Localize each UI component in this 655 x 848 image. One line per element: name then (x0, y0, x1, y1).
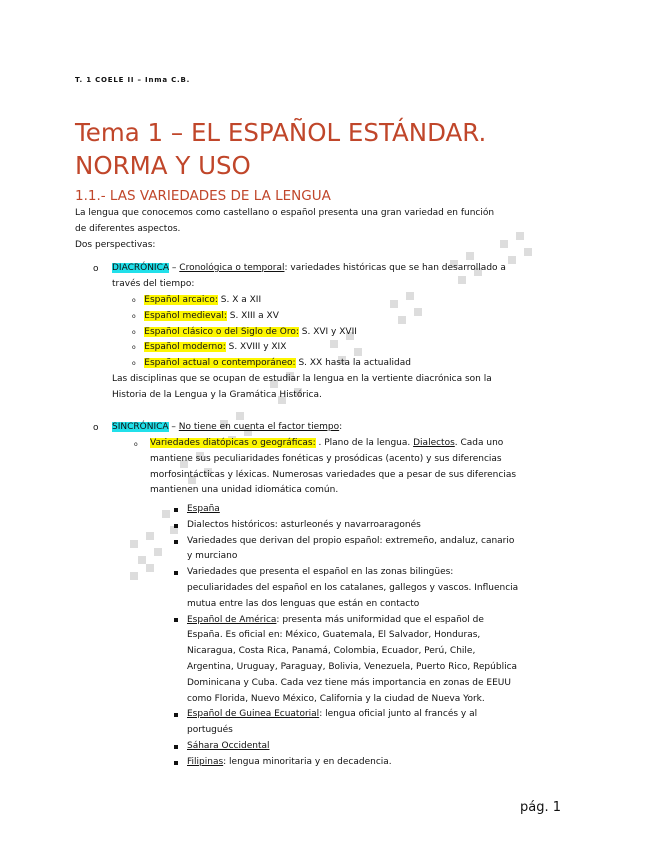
sincronica-list: España Dialectos históricos: asturleonés y navarroaragonés Variedades que derivan del propio español: extremeño, andaluz, canario y murciano Variedades que presenta el español en las zonas bilingües: peculiaridades del español en los catalanes, gallegos y vascos. Influencia mutua entre las dos lenguas que están en contacto Español de América: presenta más uniformidad que el español de España. Es oficial en: México, Guatemala, El Salvador, Honduras, Nicaragua, Costa Rica, Panamá, Colombia, Ecuador, Perú, Chile, Argentina, Uruguay, Paraguay, Bolivia, Venezuela, Puerto Rico, República Dominicana y Cuba. Cada vez tiene más importancia en zonas de EEUU como Florida, Nuevo México, California y la ciudad de Nueva York. Español de Guinea Ecuatorial: lengua oficial junto al francés y al portugués Sáhara Occidental Filipinas: lengua minoritaria y en decadencia. (187, 502, 567, 771)
diacronica-item: DIACRÓNICA – Cronológica o temporal: variedades históricas que se han desarrollado a través del tiempo: (112, 263, 506, 289)
diacronica-note: Las disciplinas que se ocupan de estudiar la lengua en la vertiente diacrónica son la Historia de la Lengua y la Gramática Histórica. (112, 374, 492, 400)
period-item: o Español arcaico: S. X a XII (132, 295, 262, 305)
square-bullet-icon (174, 571, 178, 575)
title-line-2: NORMA Y USO (75, 151, 251, 180)
diacronica-subtitle: Cronológica o temporal (179, 263, 285, 273)
sincronica-label: SINCRÓNICA (112, 422, 169, 432)
intro-line: Dos perspectivas: (75, 239, 156, 250)
list-item: España (187, 504, 220, 514)
diatopic-label: Variedades diatópicas o geográficas: (150, 438, 316, 448)
square-bullet-icon (174, 524, 178, 528)
period-item: o Español clásico o del Siglo de Oro: S. XVI y XVII (132, 326, 357, 337)
circle-bullet-icon: o (93, 423, 99, 433)
square-bullet-icon (174, 745, 178, 749)
period-item: o Español medieval: S. XIII a XV (132, 310, 279, 321)
circle-bullet-icon: o (93, 264, 99, 274)
page-title (75, 116, 486, 182)
square-bullet-icon (174, 508, 178, 512)
page-number: pág. 1 (520, 800, 562, 815)
intro-line: de diferentes aspectos. (75, 223, 181, 234)
list-item: Español de América: presenta más uniformidad que el español de (187, 614, 484, 625)
circle-bullet-icon: o (134, 441, 138, 448)
list-item: Variedades que derivan del propio español: extremeño, andaluz, canario (187, 535, 515, 546)
square-bullet-icon (174, 540, 178, 544)
list-item: Dialectos históricos: asturleonés y navarroaragonés (187, 519, 421, 530)
sincronica-subtitle: No tiene en cuenta el factor tiempo (178, 422, 340, 432)
square-bullet-icon (174, 618, 178, 622)
title-line-1: Tema 1 – EL ESPAÑOL ESTÁNDAR. (75, 118, 487, 147)
diacronica-periods (132, 293, 552, 372)
intro-line: La lengua que conocemos como castellano o español presenta una gran variedad en función (75, 208, 495, 218)
square-bullet-icon (174, 761, 178, 765)
list-item: Variedades que presenta el español en las zonas bilingües: (187, 567, 454, 578)
list-item: Sáhara Occidental (187, 740, 270, 751)
list-item: Filipinas: lengua minoritaria y en decadencia. (187, 756, 392, 767)
section-heading: 1.1.- LAS VARIEDADES DE LA LENGUA (75, 188, 331, 204)
period-item: o Español moderno: S. XVIII y XIX (132, 342, 287, 353)
square-bullet-icon (174, 713, 178, 717)
sincronica-item: SINCRÓNICA – No tiene en cuenta el factor tiempo: (112, 422, 343, 432)
document-header: T. 1 COELE II – Inma C.B. (75, 76, 191, 84)
diacronica-label: DIACRÓNICA (112, 263, 170, 273)
period-item: o Español actual o contemporáneo: S. XX hasta la actualidad (132, 358, 411, 369)
list-item: Español de Guinea Ecuatorial: lengua oficial junto al francés y al (187, 709, 478, 720)
intro-paragraph (75, 206, 575, 253)
diatopic-paragraph: Variedades diatópicas o geográficas: . Plano de la lengua. Dialectos. Cada uno mantiene sus peculiaridades fonéticas y prosódicas (acento) y sus diferencias morfosintácticas y léxicas. Numerosas variedades que a pesar de sus diferencias mantienen una unidad idiomática común. (150, 438, 517, 496)
